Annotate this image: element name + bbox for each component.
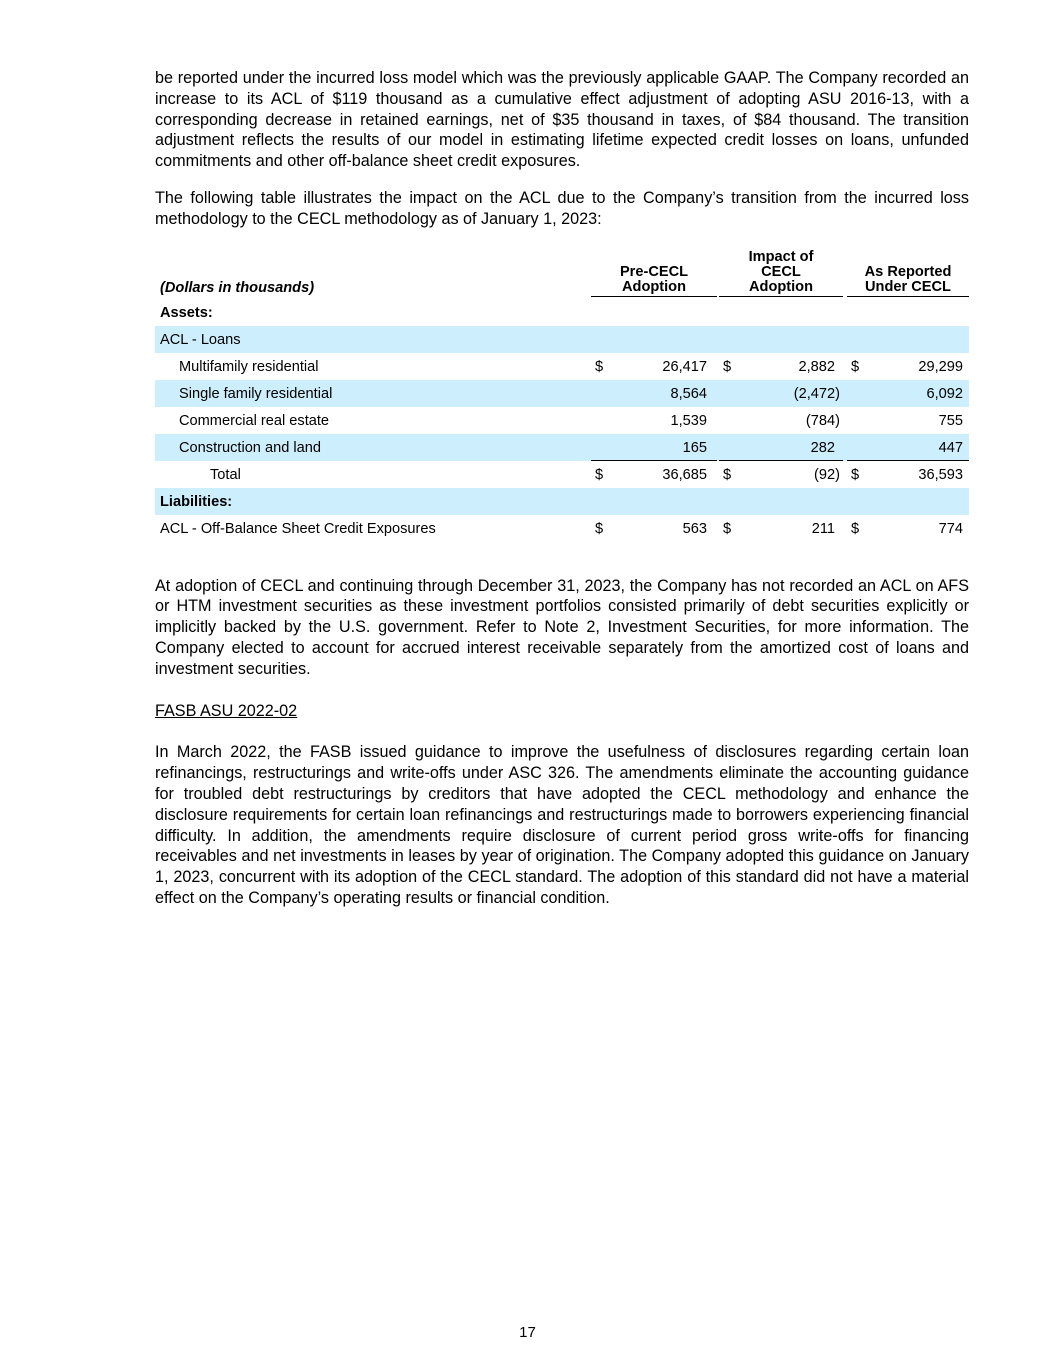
- pre-cecl-value: 165: [682, 439, 707, 456]
- col-header-impact: Impact of CECL Adoption: [719, 250, 843, 297]
- row-label: Single family residential: [179, 385, 333, 402]
- table-row: [155, 380, 969, 407]
- intro-paragraph: be reported under the incurred loss model which was the previously applicable GAAP. The Company recorded an increase to its ACL of $119 thousand as a cumulative effect adjustment of adopting ASU 2016-13, with a corresponding decrease in retained earnings, net of $35 thousand in taxes, of $84 thousand. The transition adjustment reflects the results of our model in estimating lifetime expected credit losses on loans, unfunded commitments and other off-balance sheet credit exposures.: [155, 69, 969, 171]
- asu-2022-02-paragraph: In March 2022, the FASB issued guidance to improve the usefulness of disclosures regarding certain loan refinancings, restructurings and write-offs under ASC 326. The amendments eliminate the accounting guidance for troubled debt restructurings by creditors that have adopted the CECL methodology and enhance the disclosure requirements for certain loan refinancings and restructurings made to borrowers experiencing financial difficulty. In addition, the amendments require disclosure of current period gross write-offs for financing receivables and net investments in leases by year of origination. The Company adopted this guidance on January 1, 2023, concurrent with its adoption of the CECL standard. The adoption of this standard did not have a material effect on the Company’s operating results or financial condition.: [155, 743, 969, 907]
- currency-sign: $: [595, 520, 604, 537]
- acl-loans-label: ACL - Loans: [160, 331, 241, 348]
- impact-value: 2,882: [798, 358, 835, 375]
- row-label: Construction and land: [179, 439, 321, 456]
- cecl-impact-table: [155, 247, 969, 542]
- table-row: [155, 434, 969, 461]
- row-label: Multifamily residential: [179, 358, 319, 375]
- row-label: Commercial real estate: [179, 412, 330, 429]
- currency-sign: $: [851, 466, 860, 483]
- pre-cecl-value: 1,539: [670, 412, 707, 429]
- reported-value: 755: [938, 412, 963, 429]
- currency-sign: $: [723, 466, 732, 483]
- impact-value: (784): [805, 412, 840, 429]
- impact-value: (2,472): [793, 385, 840, 402]
- currency-sign: $: [851, 358, 860, 375]
- total-row: [155, 461, 969, 488]
- section-heading: FASB ASU 2022-02: [155, 701, 298, 720]
- col-header-pre-cecl: Pre-CECL Adoption: [591, 265, 717, 297]
- reported-value: 447: [938, 439, 963, 456]
- assets-label: Assets:: [160, 304, 213, 321]
- table-row: [155, 353, 969, 380]
- section-row-acl-loans: [155, 326, 969, 353]
- document-page: [155, 68, 969, 909]
- pre-cecl-total: 36,685: [662, 466, 707, 483]
- row-label: ACL - Off-Balance Sheet Credit Exposures: [160, 520, 436, 537]
- reported-value: 6,092: [926, 385, 963, 402]
- col-header-as-reported: As Reported Under CECL: [847, 265, 969, 297]
- impact-total: (92): [814, 466, 840, 483]
- impact-value: 211: [811, 520, 835, 537]
- units-label: (Dollars in thousands): [160, 279, 315, 296]
- currency-sign: $: [595, 466, 604, 483]
- section-row-liabilities: [155, 488, 969, 515]
- after-table-paragraph: At adoption of CECL and continuing through December 31, 2023, the Company has not recorded an ACL on AFS or HTM investment securities as these investment portfolios consisted primarily of debt securities explicitly or implicitly backed by the U.S. government. Refer to Note 2, Investment Securities, for more information. The Company elected to account for accrued interest receivable separately from the amortized cost of loans and investment securities.: [155, 576, 969, 678]
- reported-value: 29,299: [918, 358, 963, 375]
- table-header: [155, 247, 969, 299]
- section-row-assets: [155, 299, 969, 326]
- page-number: 17: [519, 1324, 536, 1341]
- pre-cecl-value: 563: [682, 520, 707, 537]
- total-label: Total: [210, 466, 241, 483]
- table-row: [155, 407, 969, 434]
- currency-sign: $: [723, 358, 732, 375]
- reported-value: 774: [938, 520, 963, 537]
- pre-cecl-value: 26,417: [662, 358, 707, 375]
- table-row: [155, 515, 969, 542]
- liabilities-label: Liabilities:: [160, 493, 233, 510]
- currency-sign: $: [851, 520, 860, 537]
- table-lead-paragraph: The following table illustrates the impact on the ACL due to the Company’s transition from the incurred loss methodology to the CECL methodology as of January 1, 2023:: [155, 188, 969, 228]
- pre-cecl-value: 8,564: [670, 385, 707, 402]
- impact-value: 282: [810, 439, 835, 456]
- currency-sign: $: [595, 358, 604, 375]
- currency-sign: $: [723, 520, 732, 537]
- reported-total: 36,593: [918, 466, 963, 483]
